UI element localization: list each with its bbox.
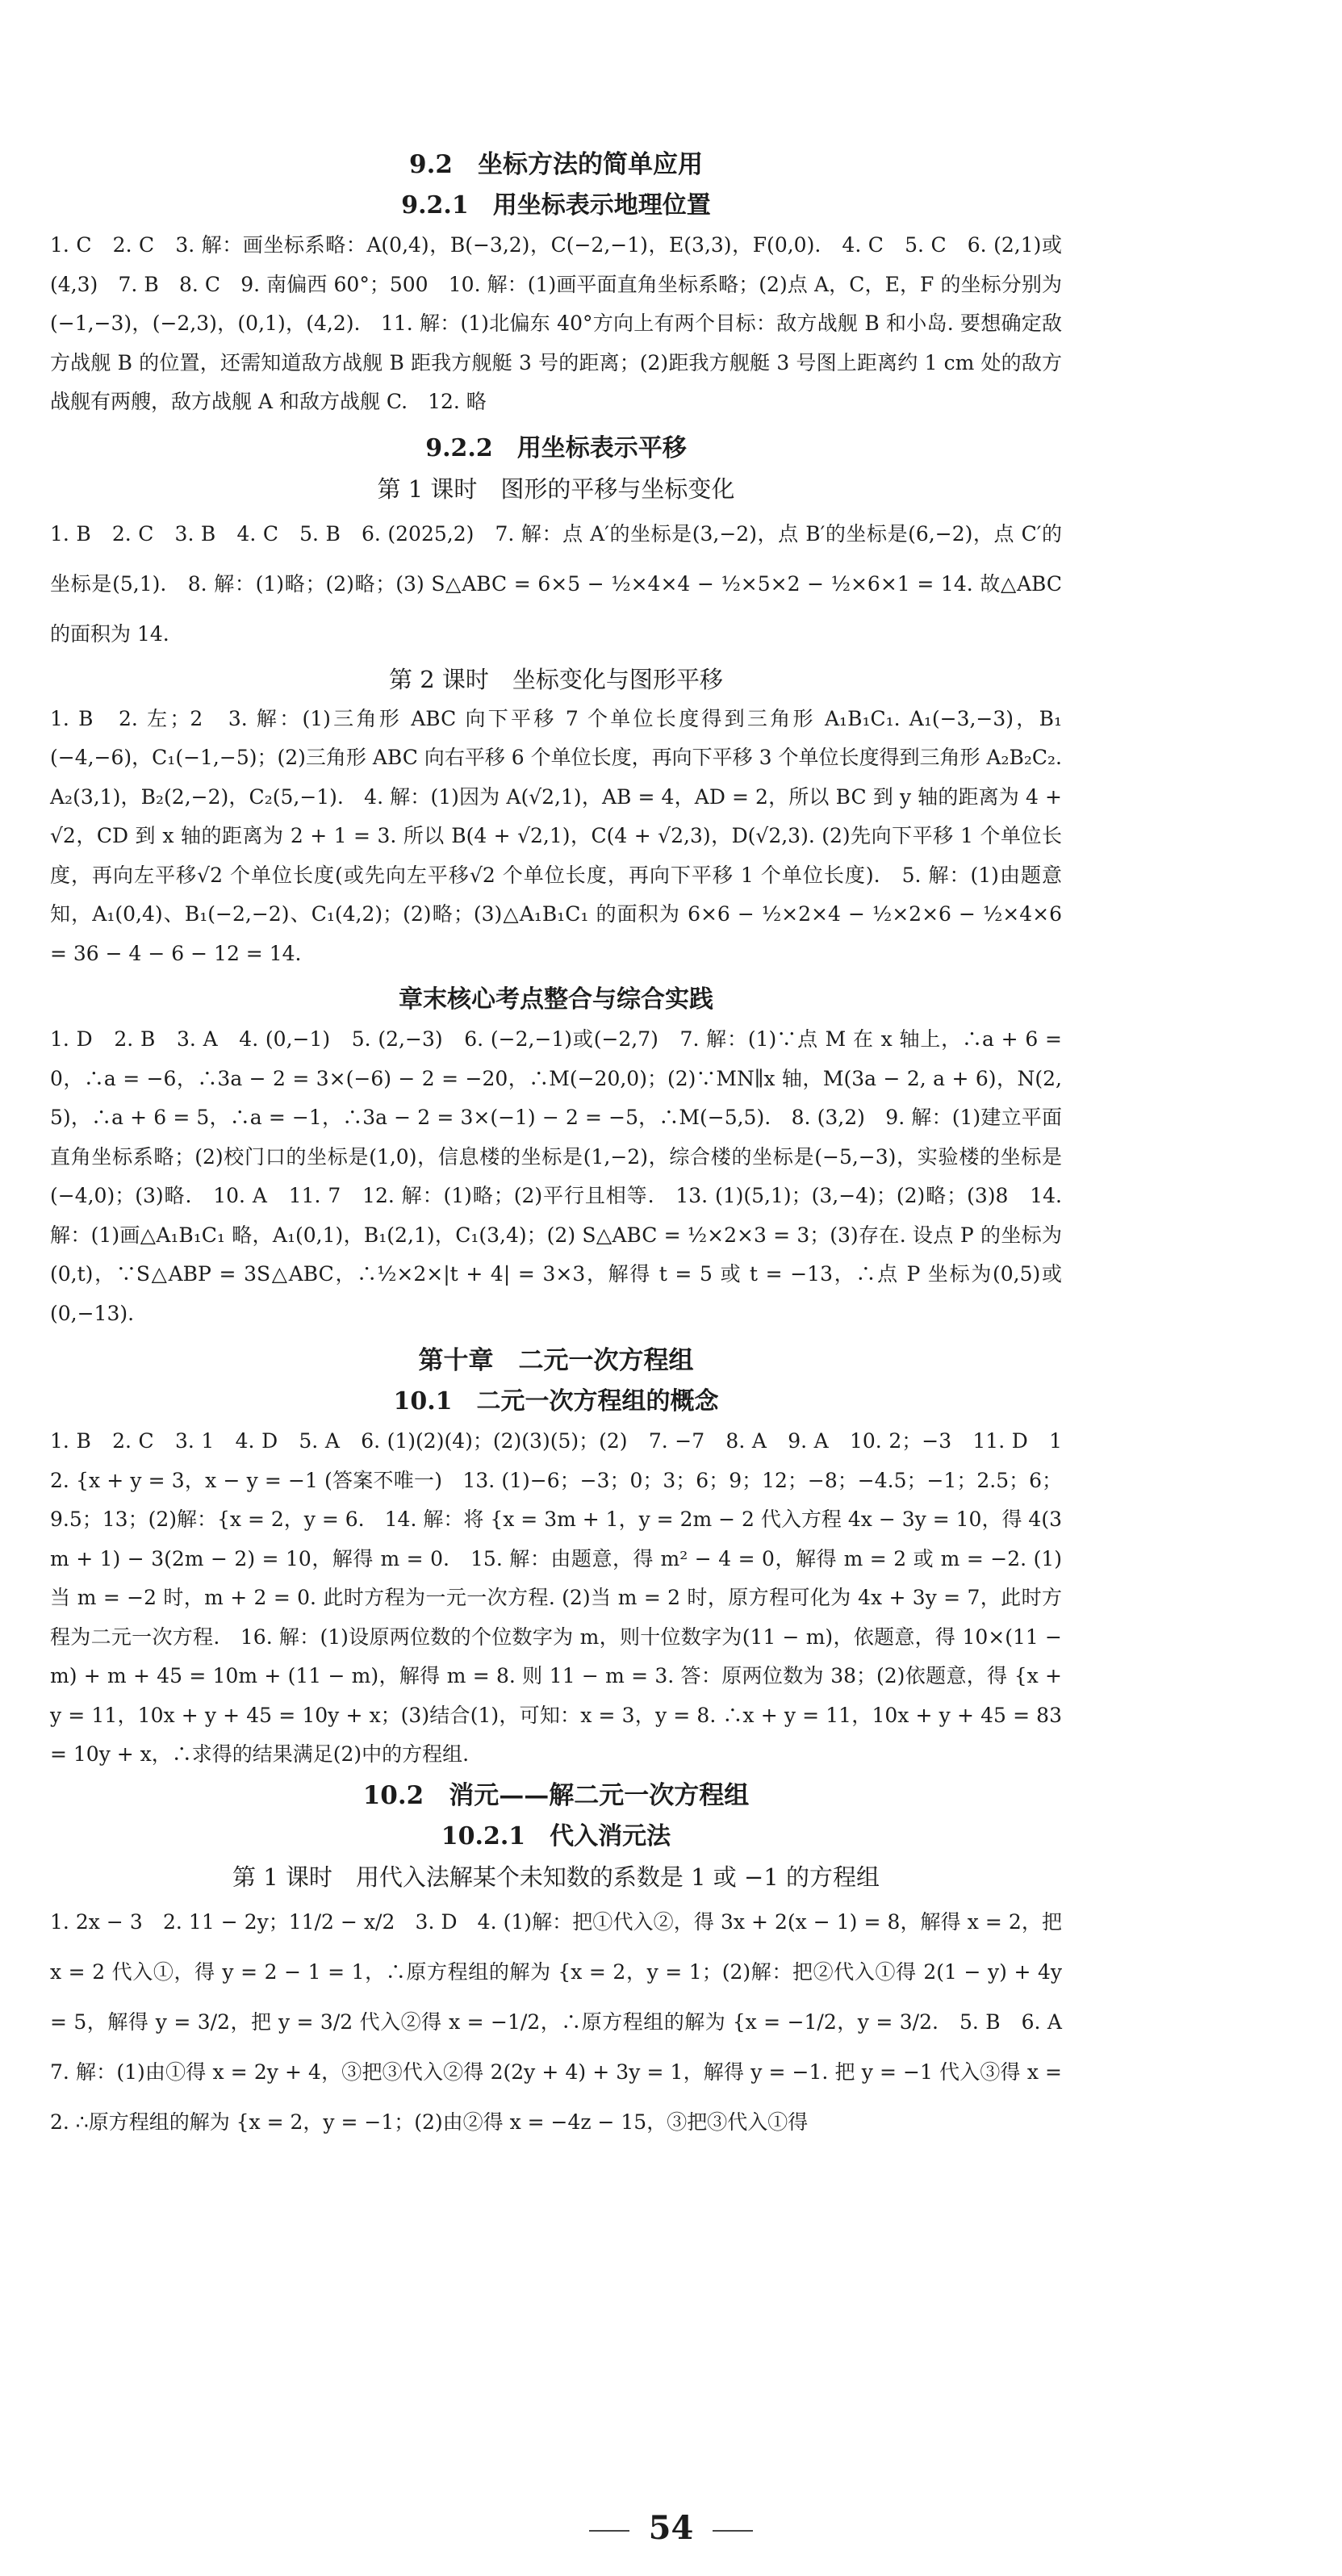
section-heading-10-2: 10.2 消元——解二元一次方程组	[362, 1780, 750, 1810]
section-heading-10-1: 10.1 二元一次方程组的概念	[393, 1387, 719, 1416]
subsection-heading-10-2-1: 10.2.1 代入消元法	[441, 1821, 671, 1850]
lesson-heading-2: 第 2 课时 坐标变化与图形平移	[389, 665, 723, 693]
page-number: 54	[648, 2509, 694, 2547]
answers-10-1: 1. B 2. C 3. 1 4. D 5. A 6. (1)(2)(4)；(2)(3)(5)；(2) 7. −7 8. A 9. A 10. 2；−3 11. D 12. {x + y = 3，x − y = −1 (答案不唯一) 13. (1)−6；−3；0；3；6；9；12；−8；−4.5；−1；2.5；6；9.5；13；(2)解：{x = 2，y = 6. 14. 解：将 {x = 3m + 1，y = 2m − 2 代入方程 4x − 3y = 10，得 4(3m + 1) − 3(2m − 2) = 10，解得 m = 0. 15. 解：由题意，得 m² − 4 = 0，解得 m = 2 或 m = −2. (1)当 m = −2 时，m + 2 = 0. 此时方程为一元一次方程. (2)当 m = 2 时，原方程可化为 4x + 3y = 7，此时方程为二元一次方程. 16. 解：(1)设原两位数的个位数字为 m，则十位数字为(11 − m)，依题意，得 10×(11 − m) + m + 45 = 10m + (11 − m)，解得 m = 8. 则 11 − m = 3. 答：原两位数为 38；(2)依题意，得 {x + y = 11，10x + y + 45 = 10y + x；(3)结合(1)，可知：x = 3，y = 8. ∴x + y = 11，10x + y + 45 = 83 = 10y + x，∴求得的结果满足(2)中的方程组.	[50, 1429, 1062, 1766]
answers-9-2-2-lesson-2: 1. B 2. 左；2 3. 解：(1)三角形 ABC 向下平移 7 个单位长度得到三角形 A₁B₁C₁. A₁(−3,−3)，B₁(−4,−6)，C₁(−1,−5)；(2)三角形 ABC 向右平移 6 个单位长度，再向下平移 3 个单位长度得到三角形 A₂B₂C₂. A₂(3,1)，B₂(2,−2)，C₂(5,−1). 4. 解：(1)因为 A(√2,1)，AB = 4，AD = 2，所以 BC 到 y 轴的距离为 4 + √2，CD 到 x 轴的距离为 2 + 1 = 3. 所以 B(4 + √2,1)，C(4 + √2,3)，D(√2,3). (2)先向下平移 1 个单位长度，再向左平移√2 个单位长度(或先向左平移√2 个单位长度，再向下平移 1 个单位长度). 5. 解：(1)由题意知，A₁(0,4)、B₁(−2,−2)、C₁(4,2)；(2)略；(3)△A₁B₁C₁ 的面积为 6×6 − ½×2×4 − ½×2×6 − ½×4×6 = 36 − 4 − 6 − 12 = 14.	[50, 706, 1062, 965]
footer-dash-left	[589, 2530, 629, 2532]
subsection-heading-9-2-1: 9.2.1 用坐标表示地理位置	[401, 191, 711, 220]
answers-10-2-1-lesson-1: 1. 2x − 3 2. 11 − 2y；11/2 − x/2 3. D 4. (1)解：把①代入②，得 3x + 2(x − 1) = 8，解得 x = 2，把 x = 2 代入①，得 y = 2 − 1 = 1，∴原方程组的解为 {x = 2，y = 1；(2)解：把②代入①得 2(1 − y) + 4y = 5，解得 y = 3/2，把 y = 3/2 代入②得 x = −1/2，∴原方程组的解为 {x = −1/2，y = 3/2. 5. B 6. A 7. 解：(1)由①得 x = 2y + 4，③把③代入②得 2(2y + 4) + 3y = 1，解得 y = −1. 把 y = −1 代入③得 x = 2. ∴原方程组的解为 {x = 2，y = −1；(2)由②得 x = −4z − 15，③把③代入①得	[50, 1909, 1083, 2134]
section-heading-9-2: 9.2 坐标方法的简单应用	[409, 150, 703, 179]
lesson-heading-1: 第 1 课时 图形的平移与坐标变化	[377, 475, 735, 503]
lesson-heading-10-2-1-1: 第 1 课时 用代入法解某个未知数的系数是 1 或 −1 的方程组	[232, 1863, 880, 1891]
answers-chapter-review: 1. D 2. B 3. A 4. (0,−1) 5. (2,−3) 6. (−2,−1)或(−2,7) 7. 解：(1)∵点 M 在 x 轴上，∴a + 6 = 0，∴a = −6，∴3a − 2 = 3×(−6) − 2 = −20，∴M(−20,0)；(2)∵MN∥x 轴，M(3a − 2, a + 6)，N(2,5)，∴a + 6 = 5，∴a = −1，∴3a − 2 = 3×(−1) − 2 = −5，∴M(−5,5). 8. (3,2) 9. 解：(1)建立平面直角坐标系略；(2)校门口的坐标是(1,0)，信息楼的坐标是(1,−2)，综合楼的坐标是(−5,−3)，实验楼的坐标是(−4,0)；(3)略. 10. A 11. 7 12. 解：(1)略；(2)平行且相等. 13. (1)(5,1)；(3,−4)；(2)略；(3)8 14. 解：(1)画△A₁B₁C₁ 略，A₁(0,1)，B₁(2,1)，C₁(3,4)；(2) S△ABC = ½×2×3 = 3；(3)存在. 设点 P 的坐标为(0,t)，∵S△ABP = 3S△ABC，∴½×2×|t + 4| = 3×3，解得 t = 5 或 t = −13，∴点 P 坐标为(0,5)或(0,−13).	[50, 1027, 1062, 1325]
page-footer	[0, 2508, 1342, 2549]
answers-9-2-1: 1. C 2. C 3. 解：画坐标系略：A(0,4)，B(−3,2)，C(−2,−1)，E(3,3)，F(0,0). 4. C 5. C 6. (2,1)或(4,3) 7. B 8. C 9. 南偏西 60°；500 10. 解：(1)画平面直角坐标系略；(2)点 A，C，E，F 的坐标分别为(−1,−3)，(−2,3)，(0,1)，(4,2). 11. 解：(1)北偏东 40°方向上有两个目标：敌方战舰 B 和小岛. 要想确定敌方战舰 B 的位置，还需知道敌方战舰 B 距我方舰艇 3 号的距离；(2)距我方舰艇 3 号图上距离约 1 cm 处的敌方战舰有两艘，敌方战舰 A 和敌方战舰 C. 12. 略	[50, 233, 1062, 413]
answers-9-2-2-lesson-1: 1. B 2. C 3. B 4. C 5. B 6. (2025,2) 7. 解：点 A′的坐标是(3,−2)，点 B′的坐标是(6,−2)，点 C′的坐标是(5,1). 8. 解：(1)略；(2)略；(3) S△ABC = 6×5 − ½×4×4 − ½×5×2 − ½×6×1 = 14. 故△ABC 的面积为 14.	[50, 521, 1062, 646]
chapter-review-heading: 章末核心考点整合与综合实践	[399, 985, 713, 1014]
footer-dash-right	[713, 2530, 753, 2532]
chapter-10-heading: 第十章 二元一次方程组	[418, 1346, 694, 1375]
answer-content	[50, 144, 1083, 2147]
subsection-heading-9-2-2: 9.2.2 用坐标表示平移	[425, 433, 687, 462]
